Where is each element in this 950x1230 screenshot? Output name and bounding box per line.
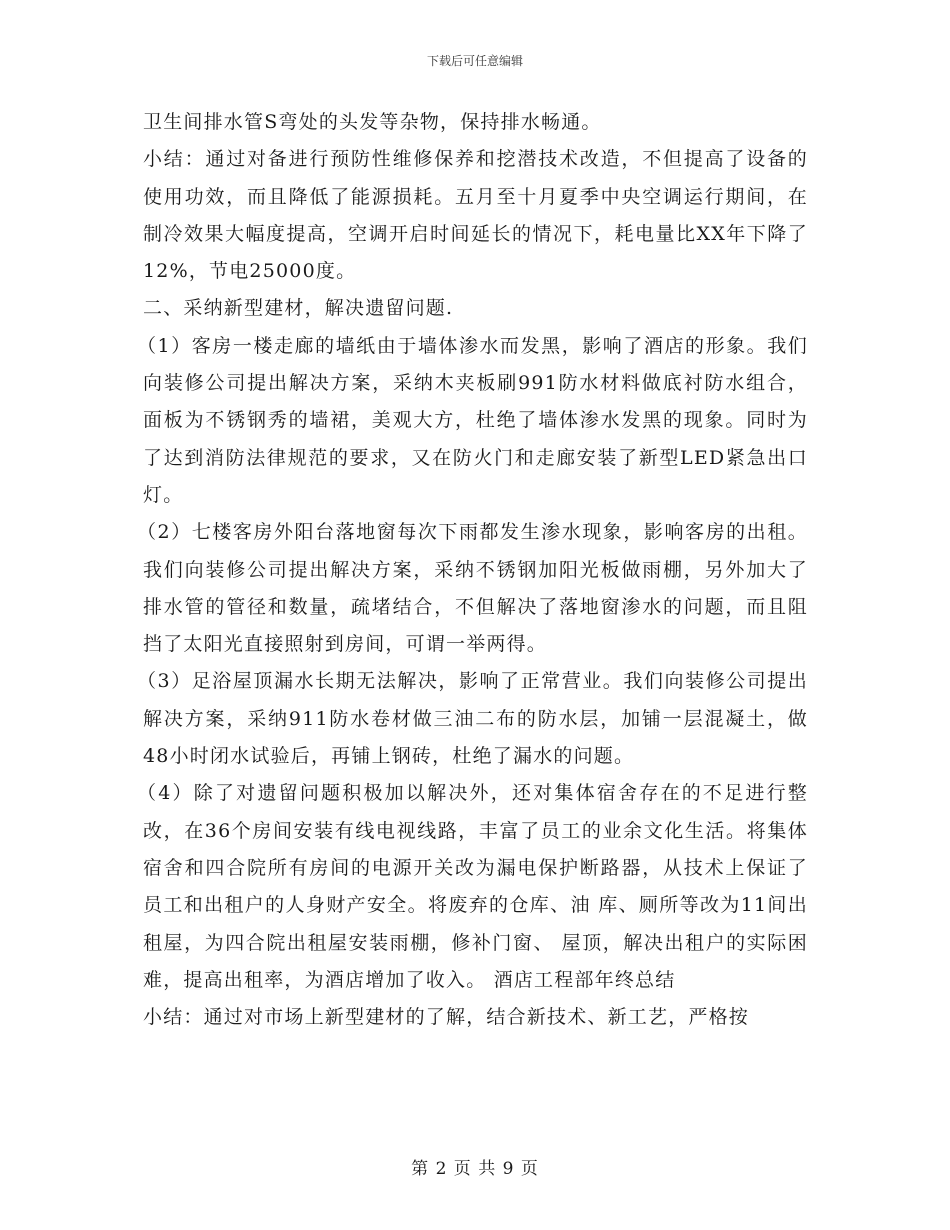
paragraph-item-2: （2）七楼客房外阳台落地窗每次下雨都发生渗水现象，影响客房的出租。我们向装修公司提出解决方案，采纳不锈钢加阳光板做雨棚，另外加大了排水管的管径和数量，疏堵结合，不但解决了落地窗渗水的问题，而且阻挡了太阳光直接照射到房间，可谓一举两得。 xyxy=(137,521,808,656)
paragraph-item-3: （3）足浴屋顶漏水长期无法解决，影响了正常营业。我们向装修公司提出解决方案，采纳911防水卷材做三油二布的防水层，加铺一层混凝土，做48小时闭水试验后，再铺上钢砖，杜绝了漏水的问题。 xyxy=(137,670,808,768)
document-body xyxy=(137,104,808,1036)
page-footer: 第 2 页 共 9 页 xyxy=(411,1159,539,1179)
paragraph-summary: 小结：通过对市场上新型建材的了解，结合新技术、新工艺，严格按 xyxy=(143,1006,750,1029)
paragraph-1: 卫生间排水管S弯处的头发等杂物，保持排水畅通。 xyxy=(143,111,602,133)
paragraph-item-4: （4）除了对遗留问题积极加以解决外，还对集体宿舍存在的不足进行整改，在36个房间安装有线电视线路，丰富了员工的业余文化生活。将集体宿舍和四合院所有房间的电源开关改为漏电保护断路器，从技术上保证了员工和出租户的人身财产安全。将废弃的仓库、油 库、厕所等改为11间出租屋，为四合院出租屋安装雨棚，修补门窗、 屋顶，解决出租户的实际困难，提高出租率，为酒店增加了收入。 酒店工程部年终总结 xyxy=(137,782,808,991)
paragraph-item-1: （1）客房一楼走廊的墙纸由于墙体渗水而发黑，影响了酒店的形象。我们向装修公司提出解决方案，采纳木夹板刷991防水材料做底衬防水组合，面板为不锈钢秀的墙裙，美观大方，杜绝了墙体渗水发黑的现象。同时为了达到消防法律规范的要求，又在防火门和走廊安装了新型LED紧急出口灯。 xyxy=(137,334,808,506)
paragraph-2: 小结：通过对备进行预防性维修保养和挖潜技术改造，不但提高了设备的使用功效，而且降低了能源损耗。五月至十月夏季中央空调运行期间，在制冷效果大幅度提高，空调开启时间延长的情况下，耗电量比XX年下降了12%，节电25000度。 xyxy=(143,148,808,283)
page-header: 下载后可任意编辑 xyxy=(426,54,523,68)
section-heading: 二、采纳新型建材，解决遗留问题. xyxy=(143,297,454,320)
